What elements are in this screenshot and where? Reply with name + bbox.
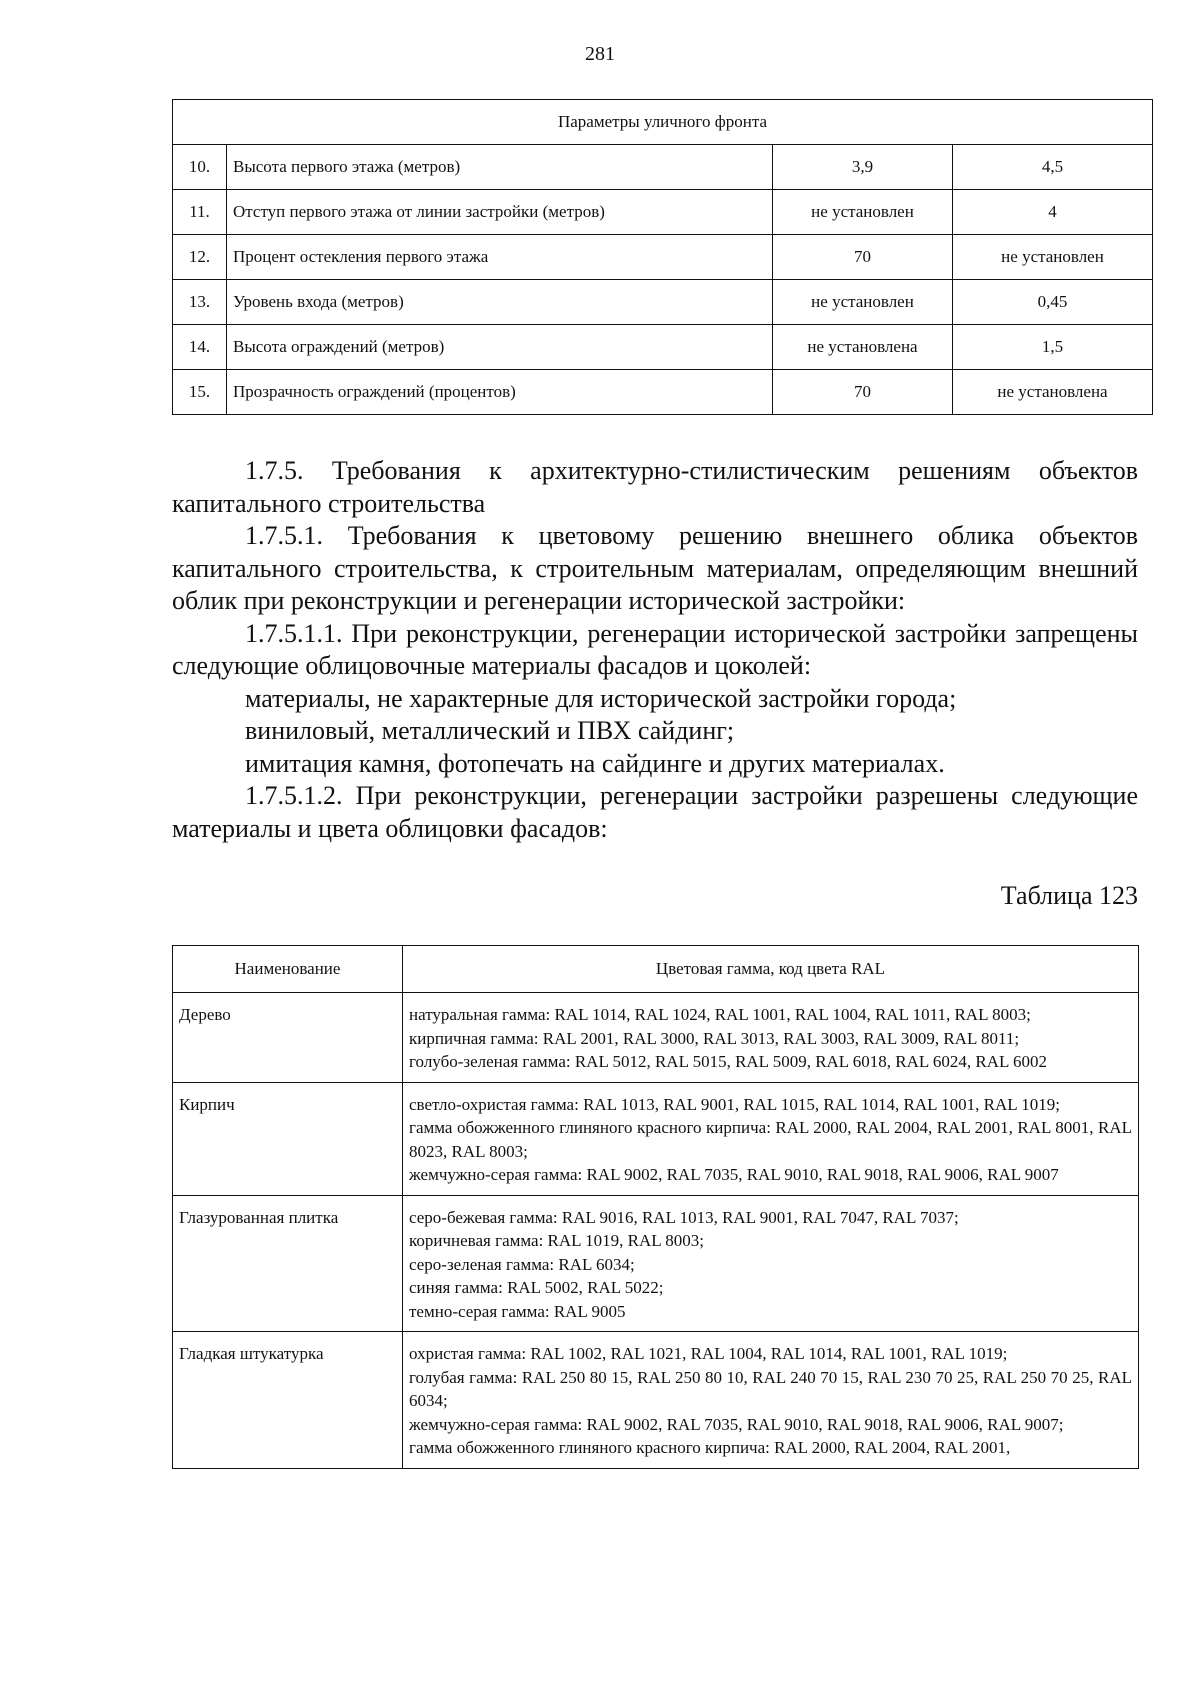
street-front-parameters-table: [172, 99, 1153, 415]
parameter-value-1: 3,9: [773, 145, 953, 190]
paragraph: 1.7.5.1.1. При реконструкции, регенерации исторической застройки запрещены следующие облицовочные материалы фасадов и цоколей:: [172, 618, 1138, 680]
row-number: 10.: [173, 145, 227, 190]
table-row: [173, 325, 1153, 370]
table-row: [173, 235, 1153, 280]
parameter-value-2: 0,45: [953, 280, 1153, 325]
color-range-line: жемчужно-серая гамма: RAL 9002, RAL 7035, RAL 9010, RAL 9018, RAL 9006, RAL 9007;: [409, 1414, 1064, 1434]
table-row: [173, 1082, 1139, 1195]
parameter-value-1: не установлен: [773, 280, 953, 325]
row-number: 11.: [173, 190, 227, 235]
color-range-cell: [403, 1332, 1139, 1469]
color-range-line: гамма обожженного глиняного красного кирпича: RAL 2000, RAL 2004, RAL 2001,: [409, 1438, 1011, 1457]
table-row: [173, 370, 1153, 415]
color-range-line: голубая гамма: RAL 250 80 15, RAL 250 80 10, RAL 240 70 15, RAL 230 70 25, RAL 250 70 25, RAL 6034;: [409, 1367, 1132, 1410]
paragraph: 1.7.5.1.2. При реконструкции, регенерации застройки разрешены следующие материалы и цвета облицовки фасадов:: [172, 781, 1138, 843]
parameter-value-1: 70: [773, 235, 953, 280]
parameter-value-1: не установлена: [773, 325, 953, 370]
material-name: Дерево: [173, 993, 403, 1083]
color-range-line: жемчужно-серая гамма: RAL 9002, RAL 7035, RAL 9010, RAL 9018, RAL 9006, RAL 9007: [409, 1165, 1059, 1184]
material-name: Кирпич: [173, 1082, 403, 1195]
table-row: [173, 1195, 1139, 1332]
row-number: 12.: [173, 235, 227, 280]
parameter-value-2: не установлен: [953, 235, 1153, 280]
parameter-value-2: 4: [953, 190, 1153, 235]
table-row: [173, 280, 1153, 325]
table-row: [173, 145, 1153, 190]
color-range-line: голубо-зеленая гамма: RAL 5012, RAL 5015, RAL 5009, RAL 6018, RAL 6024, RAL 6002: [409, 1052, 1048, 1071]
material-name: Глазурованная плитка: [173, 1195, 403, 1332]
list-item: имитация камня, фотопечать на сайдинге и других материалах.: [245, 748, 945, 778]
color-range-line: светло-охристая гамма: RAL 1013, RAL 9001, RAL 1015, RAL 1014, RAL 1001, RAL 1019;: [409, 1094, 1061, 1114]
column-header-name: Наименование: [173, 946, 403, 993]
color-range-line: темно-серая гамма: RAL 9005: [409, 1301, 626, 1321]
color-range-line: синяя гамма: RAL 5002, RAL 5022;: [409, 1278, 664, 1297]
parameter-value-2: 1,5: [953, 325, 1153, 370]
row-number: 13.: [173, 280, 227, 325]
parameter-value-2: не установлена: [953, 370, 1153, 415]
row-number: 15.: [173, 370, 227, 415]
parameter-name: Процент остекления первого этажа: [227, 235, 773, 280]
parameter-name: Высота ограждений (метров): [227, 325, 773, 370]
color-range-cell: [403, 1195, 1139, 1332]
color-range-line: охристая гамма: RAL 1002, RAL 1021, RAL 1004, RAL 1014, RAL 1001, RAL 1019;: [409, 1344, 1008, 1363]
list-item: материалы, не характерные для исторической застройки города;: [245, 683, 957, 713]
parameter-name: Высота первого этажа (метров): [227, 145, 773, 190]
parameter-name: Прозрачность ограждений (процентов): [227, 370, 773, 415]
color-range-line: серо-зеленая гамма: RAL 6034;: [409, 1254, 635, 1274]
color-range-line: гамма обожженного глиняного красного кирпича: RAL 2000, RAL 2004, RAL 2001, RAL 8001, RAL 8023, RAL 8003;: [409, 1118, 1132, 1161]
table-header-row: [173, 100, 1153, 145]
facade-colors-table: [172, 945, 1139, 1469]
table-caption: Таблица 123: [1000, 881, 1138, 910]
page-number: 281: [585, 43, 615, 65]
table-header-row: [173, 946, 1139, 993]
color-range-cell: [403, 993, 1139, 1083]
table-row: [173, 190, 1153, 235]
parameter-name: Отступ первого этажа от линии застройки (метров): [227, 190, 773, 235]
body-text: [172, 455, 1138, 845]
material-name: Гладкая штукатурка: [173, 1332, 403, 1469]
section-heading-paragraph: 1.7.5. Требования к архитектурно-стилистическим решениям объектов капитального строительства: [172, 456, 1138, 518]
parameter-name: Уровень входа (метров): [227, 280, 773, 325]
table-header: Параметры уличного фронта: [173, 100, 1153, 145]
list-item: виниловый, металлический и ПВХ сайдинг;: [245, 716, 735, 745]
parameter-value-2: 4,5: [953, 145, 1153, 190]
color-range-line: серо-бежевая гамма: RAL 9016, RAL 1013, RAL 9001, RAL 7047, RAL 7037;: [409, 1207, 959, 1227]
column-header-colors: Цветовая гамма, код цвета RAL: [403, 946, 1139, 993]
parameter-value-1: не установлен: [773, 190, 953, 235]
table-row: [173, 993, 1139, 1083]
color-range-line: натуральная гамма: RAL 1014, RAL 1024, RAL 1001, RAL 1004, RAL 1011, RAL 8003;: [409, 1005, 1031, 1024]
paragraph: 1.7.5.1. Требования к цветовому решению внешнего облика объектов капитального строительства, к строительным материалам, определяющим внешний облик при реконструкции и регенерации исторической застройки:: [172, 521, 1138, 615]
color-range-cell: [403, 1082, 1139, 1195]
color-range-line: кирпичная гамма: RAL 2001, RAL 3000, RAL 3013, RAL 3003, RAL 3009, RAL 8011;: [409, 1028, 1020, 1048]
table-row: [173, 1332, 1139, 1469]
parameter-value-1: 70: [773, 370, 953, 415]
row-number: 14.: [173, 325, 227, 370]
color-range-line: коричневая гамма: RAL 1019, RAL 8003;: [409, 1231, 705, 1250]
